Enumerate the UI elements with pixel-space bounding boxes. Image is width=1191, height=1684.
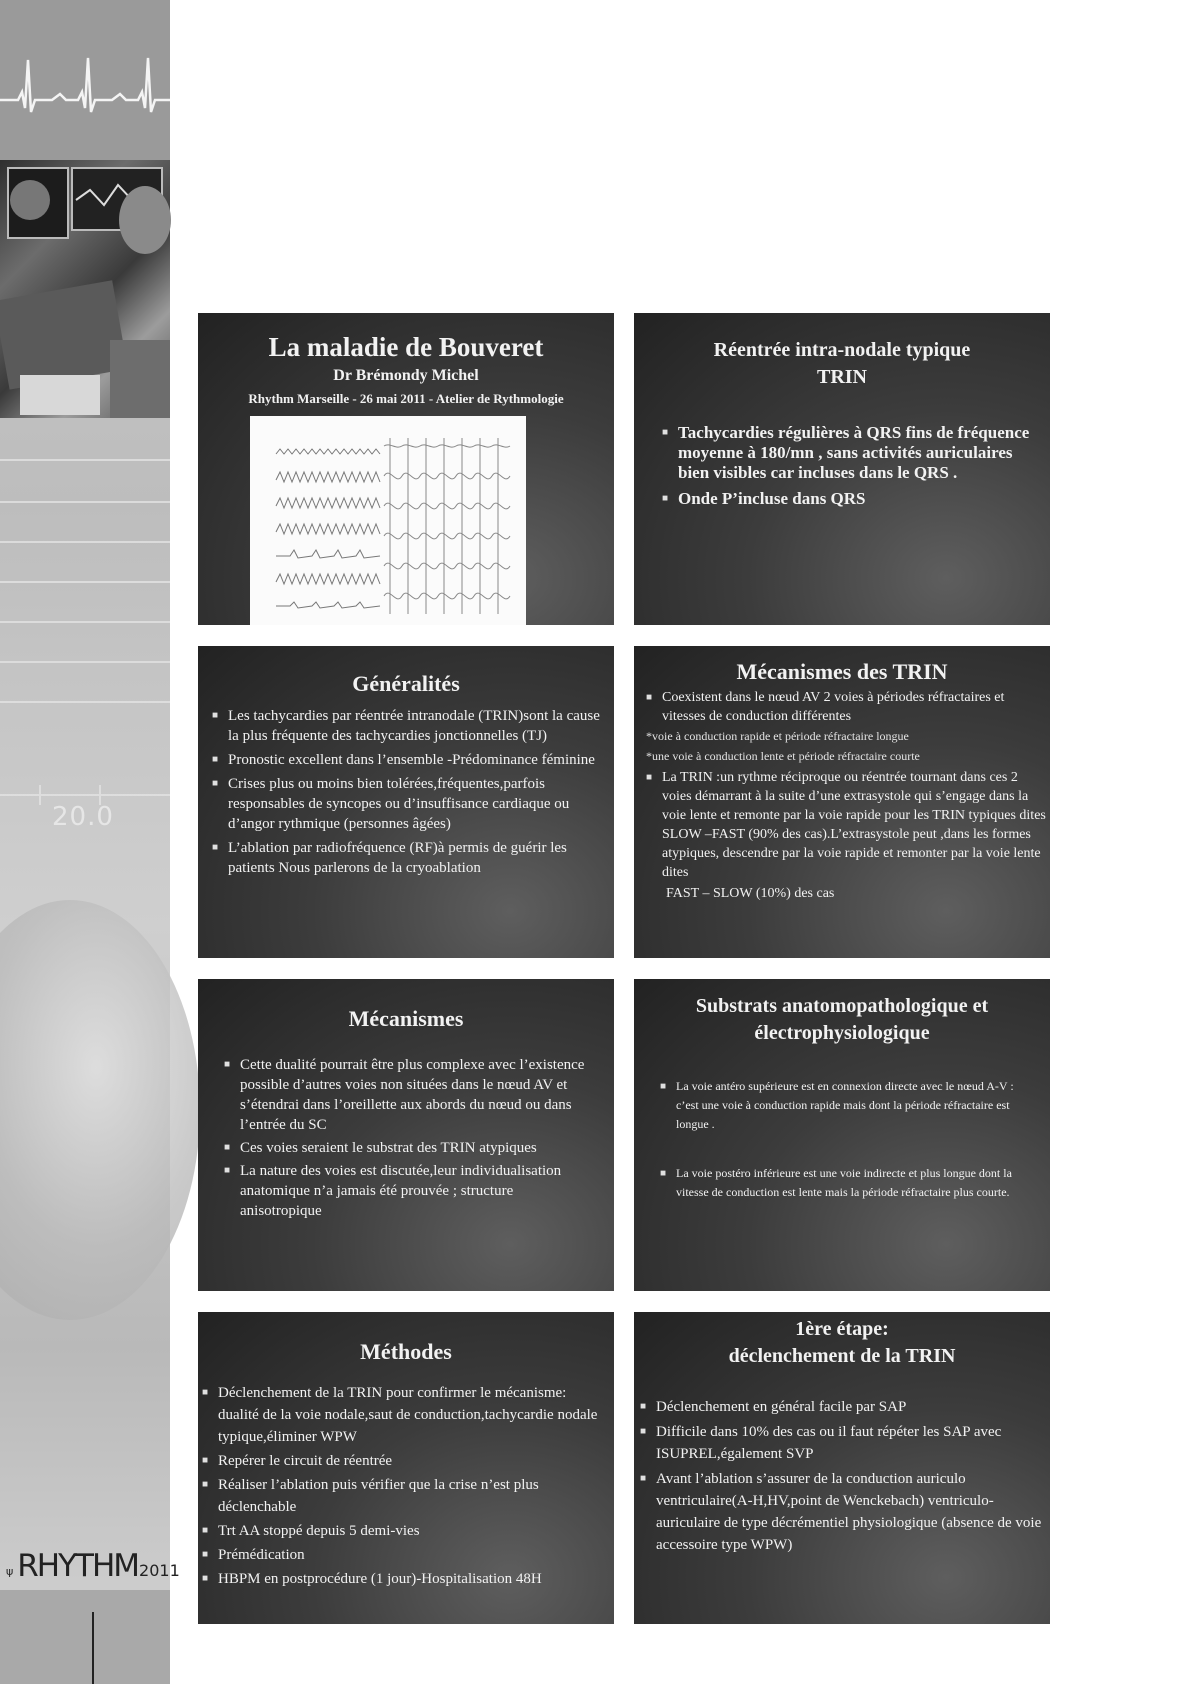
bullet-item: ■ Déclenchement en général facile par SAP — [640, 1396, 1042, 1418]
bullet-item: ■ Repérer le circuit de réentrée — [202, 1450, 608, 1472]
slide-generalites — [198, 646, 614, 958]
slide-title: La maladie de Bouveret — [268, 332, 544, 362]
footer-band — [0, 1590, 170, 1684]
bullet-item: ■ Onde P’incluse dans QRS — [662, 489, 1032, 509]
slide-title-line2: déclenchement de la TRIN — [728, 1345, 956, 1367]
slide-title-line1: Réentrée intra-nodale typique — [713, 339, 971, 361]
bullet-item: ■ Trt AA stoppé depuis 5 demi-vies — [202, 1520, 608, 1542]
slide-title: Méthodes — [360, 1339, 452, 1364]
slide-bouveret — [198, 313, 614, 625]
note-line: *une voie à conduction lente et période réfractaire courte — [646, 749, 920, 763]
slide-reentree — [634, 313, 1050, 625]
ecg-header-band — [0, 0, 170, 160]
bullet-item: ■ La voie postéro inférieure est une voie indirecte et plus longue dont la vitesse de conduction est lente mais la période réfractaire plus courte. — [660, 1164, 1032, 1202]
slide-event: Rhythm Marseille - 26 mai 2011 - Atelier de Rythmologie — [248, 391, 564, 406]
logo-prefix: ψ — [6, 1565, 14, 1578]
slide-title: Généralités — [352, 671, 460, 696]
bullet-item: ■ L’ablation par radiofréquence (RF)à permis de guérir les patients Nous parlerons de la cryoablation — [212, 838, 608, 878]
slide-methodes — [198, 1312, 614, 1624]
grid-lines — [0, 430, 170, 830]
slide-premiere-etape — [634, 1312, 1050, 1624]
slide-title-line1: Substrats anatomopathologique et — [695, 995, 989, 1017]
bullet-item: ■ Les tachycardies par réentrée intranodale (TRIN)sont la cause la plus fréquente des tachycardies jonctionnelles (TJ) — [212, 706, 608, 746]
lab-photo — [0, 160, 170, 418]
bullet-item: ■ Réaliser l’ablation puis vérifier que la crise n’est plus déclenchable — [202, 1474, 608, 1518]
bullet-item: ■ Avant l’ablation s’assurer de la conduction auriculo ventriculaire(A-H,HV,point de Wenckebach) ventriculo-auriculaire de type décrémentiel physiologique (absence de voie accessoire type WPW) — [640, 1468, 1042, 1556]
bullet-item: ■ Prémédication — [202, 1544, 608, 1566]
slide-title: Mécanismes des TRIN — [736, 659, 948, 684]
slide-title-line1: 1ère étape: — [795, 1318, 889, 1340]
note-line: *voie à conduction rapide et période réfractaire longue — [646, 729, 909, 743]
bullet-item: ■ La TRIN :un rythme réciproque ou réentrée tournant dans ces 2 voies démarrant à la suite d’une extrasystole qui s’engage dans la voie lente et remonte par la voie rapide pour les TRIN typiques dites SLOW –FAST (90% des cas).L’extrasystole peut ,dans les formes atypiques, descendre par la voie rapide et remonter par la voie lente dites — [646, 768, 1046, 882]
bullet-item: ■ La voie antéro supérieure est en connexion directe avec le nœud A-V : c’est une voie à conduction rapide mais dont la période réfractaire est longue . — [660, 1077, 1032, 1134]
slide-title: Mécanismes — [348, 1006, 464, 1031]
bullet-item: ■ La nature des voies est discutée,leur individualisation anatomique n’a jamais été prouvée ; structure anisotropique — [224, 1161, 590, 1221]
slide-title-line2: électrophysiologique — [754, 1022, 930, 1044]
gauge-reading: 20.0 — [52, 802, 114, 832]
logo-year: 2011 — [139, 1561, 180, 1580]
logo-word: RHYTHM — [17, 1548, 139, 1584]
face-decoration — [0, 900, 200, 1320]
slide-author: Dr Brémondy Michel — [333, 367, 479, 384]
bullet-item: ■ Difficile dans 10% des cas ou il faut répéter les SAP avec ISUPREL,également SVP — [640, 1421, 1042, 1465]
bullet-item: ■ Déclenchement de la TRIN pour confirmer le mécanisme: dualité de la voie nodale,saut de conduction,tachycardie nodale typique,éliminer WPW — [202, 1382, 608, 1448]
slide-mecanismes-trin — [634, 646, 1050, 958]
bullet-item: ■ Pronostic excellent dans l’ensemble -Prédominance féminine — [212, 750, 608, 770]
slide-substrats — [634, 979, 1050, 1291]
bullet-item: ■ Coexistent dans le nœud AV 2 voies à périodes réfractaires et vitesses de conduction différentes — [646, 688, 1046, 726]
slide-title-line2: TRIN — [816, 366, 867, 388]
note-line: FAST – SLOW (10%) des cas — [666, 886, 835, 901]
bullet-item: ■ HBPM en postprocédure (1 jour)-Hospitalisation 48H — [202, 1568, 608, 1590]
ecg-trace-icon — [0, 0, 170, 160]
bullet-item: ■ Cette dualité pourrait être plus complexe avec l’existence possible d’autres voies non situées dans le nœud AV et s’étendrai dans l’oreillette aux abords du nœud ou dans l’entrée du SC — [224, 1055, 590, 1135]
bullet-item: ■ Crises plus ou moins bien tolérées,fréquentes,parfois responsables de syncopes ou d’insuffisance cardiaque ou d’angor rythmique (personnes âgées) — [212, 774, 608, 834]
rhythm-logo — [6, 1548, 180, 1584]
ecg-tracing-image — [250, 416, 526, 625]
bullet-item: ■ Tachycardies régulières à QRS fins de fréquence moyenne à 180/mn , sans activités auriculaires bien visibles car incluses dans le QRS . — [662, 423, 1032, 483]
slide-mecanismes — [198, 979, 614, 1291]
bullet-item: ■ Ces voies seraient le substrat des TRIN atypiques — [224, 1138, 590, 1158]
sidebar-decoration — [0, 0, 180, 1684]
footer-divider — [92, 1612, 94, 1684]
